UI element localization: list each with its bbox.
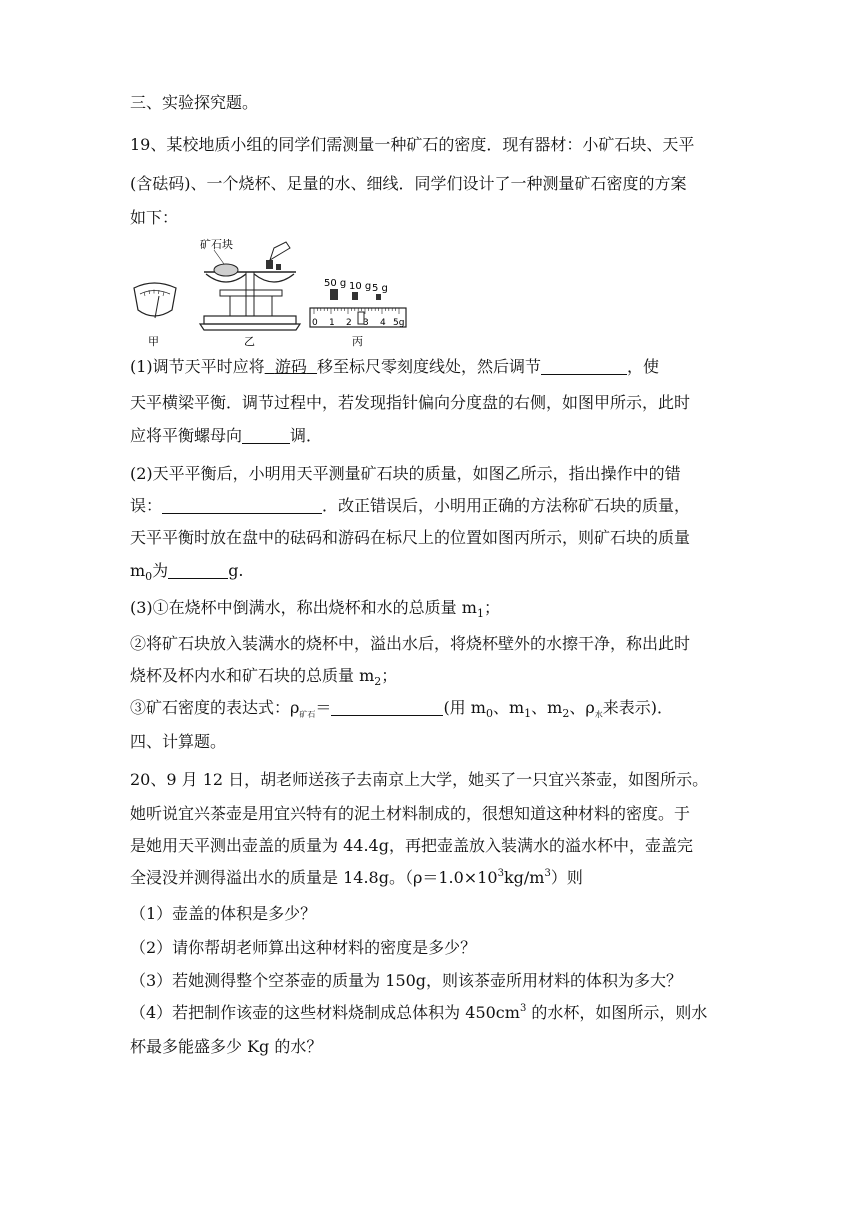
- q19-intro-line-2: (含砝码)、一个烧杯、足量的水、细线．同学们设计了一种测量矿石密度的方案: [130, 174, 687, 193]
- q19-part3-line1: [130, 594, 730, 622]
- q19-p1-a: (1)调节天平时应将: [130, 357, 265, 376]
- section-4-heading: 四、计算题。: [130, 732, 227, 751]
- q19-tail-b: 、m: [492, 698, 525, 717]
- q20-sub-3: （3）若她测得整个空茶壶的质量为 150g，则该茶壶所用材料的体积为多大？: [130, 971, 683, 990]
- scale-tick-5: 5g: [393, 318, 405, 328]
- weight-50g: 50 g: [324, 278, 347, 289]
- balance-figure: [130, 232, 420, 350]
- q19-p3-c-end: ；: [381, 666, 398, 685]
- q19-tail-c: 、m: [531, 698, 563, 717]
- q20-line4-sup: 3: [497, 868, 504, 879]
- q19-tail-sub1: 1: [524, 707, 532, 720]
- q20-line4-a: 全浸没并测得溢出水的质量是 14.8g。（ρ＝1.0×10: [130, 868, 498, 887]
- q19-p1-b: 移至标尺零刻度线处，然后调节: [317, 357, 542, 376]
- q19-tail-sub2: 2: [562, 707, 570, 720]
- q19-p3-a: (3)①在烧杯中倒满水，称出烧杯和水的总质量 m: [130, 598, 477, 617]
- weight-10g: 10 g: [349, 281, 372, 292]
- q19-p3-c: 烧杯及杯内水和矿石块的总质量 m: [130, 666, 375, 685]
- q19-eq: ＝: [315, 698, 332, 717]
- q19-p2-b: 误：: [130, 496, 163, 515]
- q19-rho-sub: 矿石: [299, 710, 316, 719]
- q20-line4-b: kg/m: [503, 868, 545, 887]
- q19-blank-5[interactable]: [331, 697, 443, 716]
- q19-tail-a: (用 m: [443, 698, 486, 717]
- label-mineral: 矿石块: [200, 238, 233, 251]
- q20-line-1: 20、9 月 12 日，胡老师送孩子去南京上大学，她买了一只宜兴茶壶，如图所示。: [130, 770, 709, 789]
- q19-p1-c: ，使: [627, 357, 660, 376]
- q20-line4-sup2: 3: [544, 868, 551, 879]
- q19-part1-line2: 天平横梁平衡．调节过程中，若发现指针偏向分度盘的右侧，如图甲所示，此时: [130, 393, 691, 412]
- label-bing: 丙: [352, 335, 363, 348]
- dial-jia-icon: [134, 283, 176, 318]
- q20-sub-1: （1）壶盖的体积是多少？: [130, 904, 317, 923]
- q20-sub-4-line2: 杯最多能盛多少 Kg 的水？: [130, 1037, 323, 1056]
- q19-blank-1[interactable]: [541, 356, 627, 375]
- section-3-heading: 三、实验探究题。: [130, 93, 259, 112]
- q19-tail-e: 来表示)．: [602, 698, 673, 717]
- q19-p1-e: 应将平衡螺母向: [130, 426, 243, 445]
- q19-part2-line3: 天平平衡时放在盘中的砝码和游码在标尺上的位置如图丙所示，则矿石块的质量: [130, 528, 691, 547]
- q19-blank-2[interactable]: [242, 425, 290, 444]
- q19-part1-line3: [130, 422, 730, 450]
- q19-p2-f: 为: [152, 561, 169, 580]
- weight-5g: 5 g: [372, 283, 388, 294]
- q20-sub-2: （2）请你帮胡老师算出这种材料的密度是多少？: [130, 938, 477, 957]
- q19-p1-answer: 游码: [274, 357, 307, 376]
- q19-blank-4[interactable]: [168, 560, 228, 579]
- q19-p2-c: ．改正错误后，小明用正确的方法称矿石块的质量，: [322, 496, 691, 515]
- q19-m2-sub: 2: [374, 675, 382, 688]
- q19-p2-g: g.: [228, 561, 244, 580]
- q19-tail-subw: 水: [594, 710, 603, 719]
- q19-p3-a-end: ；: [483, 598, 500, 617]
- q20-sub-4-line1: [130, 999, 730, 1027]
- scale-tick-1: 1: [329, 318, 335, 328]
- q19-rho: ③矿石密度的表达式：ρ: [130, 698, 300, 717]
- q19-part2-line1: (2)天平平衡后，小明用天平测量矿石块的质量，如图乙所示，指出操作中的错: [130, 464, 681, 483]
- q19-intro-line-3: 如下：: [130, 208, 179, 227]
- q19-part3-line4: [130, 694, 730, 722]
- q19-m1-sub: 1: [476, 607, 484, 620]
- q19-part3-line3: [130, 662, 730, 690]
- scale-tick-3: 3: [363, 318, 369, 328]
- scale-rule-icon: [310, 308, 406, 327]
- q20-line-2: 她听说宜兴茶壶是用宜兴特有的泥土材料制成的，很想知道这种材料的密度。于: [130, 804, 691, 823]
- q19-tail-d: 、ρ: [569, 698, 595, 717]
- q20-s4-b: 的水杯，如图所示，则水: [526, 1003, 708, 1022]
- scale-tick-4: 4: [380, 318, 386, 328]
- q19-blank-3[interactable]: [162, 495, 322, 514]
- label-yi: 乙: [244, 335, 255, 348]
- q20-line-3: 是她用天平测出壶盖的质量为 44.4g，再把壶盖放入装满水的溢水杯中，壶盖完: [130, 836, 693, 855]
- q19-p1-f: 调．: [290, 426, 323, 445]
- q19-part1-line1: [130, 353, 730, 381]
- q20-s4-a: （4）若把制作该壶的这些材料烧制成总体积为 450cm: [130, 1003, 520, 1022]
- q19-m0: m: [130, 561, 146, 580]
- q20-s4-sup: 3: [519, 1003, 527, 1014]
- label-jia: 甲: [148, 335, 159, 348]
- q19-part3-line2: ②将矿石块放入装满水的烧杯中，溢出水后，将烧杯壁外的水擦干净，称出此时: [130, 634, 691, 653]
- scale-tick-2: 2: [346, 318, 352, 328]
- scale-tick-0: 0: [312, 318, 318, 328]
- q19-intro-line-1: 19、某校地质小组的同学们需测量一种矿石的密度．现有器材：小矿石块、天平: [130, 135, 695, 154]
- q19-m0-sub: 0: [145, 570, 153, 583]
- q20-line4-c: ）则: [550, 868, 583, 887]
- q19-part2-line4: [130, 557, 730, 585]
- q20-line-4: [130, 864, 730, 892]
- balance-yi-icon: [200, 242, 300, 330]
- q19-tail-sub0: 0: [485, 707, 493, 720]
- q19-part2-line2: [130, 492, 730, 520]
